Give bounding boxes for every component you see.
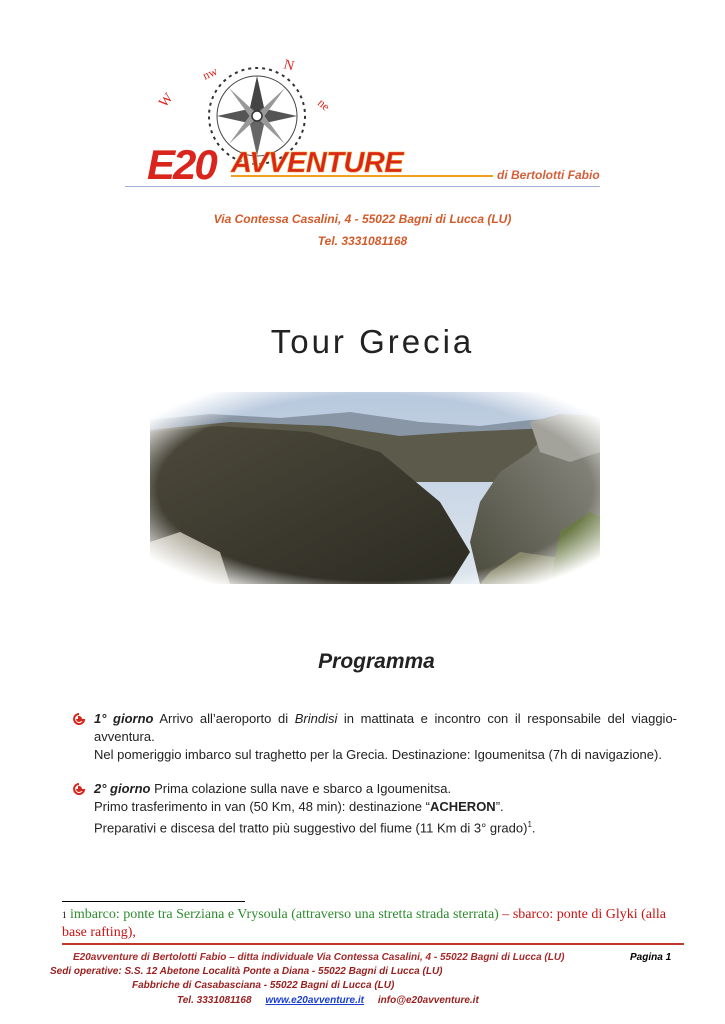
footer-divider <box>62 943 684 945</box>
compass-letter-w: W <box>156 90 177 111</box>
day-2-text-e: . <box>531 820 536 836</box>
compass-letter-ne: ne <box>315 95 333 114</box>
footer-email[interactable]: info@e20avventure.it <box>377 995 479 1006</box>
page-title: Tour Grecia <box>270 323 475 360</box>
day-1-text-b: in mattinata e incontro con il responsabile del viaggio-avventura. <box>94 711 677 744</box>
company-address: Via Contessa Casalini, 4 - 55022 Bagni di Lucca (LU) <box>213 212 512 226</box>
footer-site-2: Fabbriche di Casabasciana - 55022 Bagni di Lucca (LU) <box>132 980 395 991</box>
section-heading: Programma <box>318 650 435 673</box>
day-2-destination: ACHERON <box>429 799 496 814</box>
day-2-text-a: Prima colazione sulla nave e sbarco a Igoumenitsa. <box>150 781 452 796</box>
footnote-number: 1 <box>62 910 67 920</box>
footnote-disembark: – sbarco: ponte di Glyki (alla base rafting), <box>62 907 667 940</box>
bullet-icon <box>72 782 86 796</box>
day-2-label: 2° giorno <box>94 781 151 796</box>
day-1-label: 1° giorno <box>94 711 154 726</box>
day-2-line3 <box>94 816 677 837</box>
day-2-text-b: Primo trasferimento in van (50 Km, 48 min): destinazione “ <box>94 799 430 814</box>
day-1-line1 <box>94 710 677 746</box>
website-link[interactable]: www.e20avventure.it <box>265 995 364 1006</box>
footnote-divider <box>62 901 245 902</box>
canyon-photo <box>150 392 600 584</box>
footer-contacts <box>177 995 479 1006</box>
day-2-line2 <box>94 798 677 816</box>
footer-company: E20avventure di Bertolotti Fabio – ditta individuale Via Contessa Casalini, 4 - 55022 Bagni di Lucca (LU) <box>73 952 565 963</box>
compass-letter-nw: nw <box>200 63 220 83</box>
logo-e20: E20 <box>147 141 216 186</box>
day-2-line1 <box>94 780 677 798</box>
day-2-text-c: ”. <box>495 799 504 814</box>
footer-sites: Sedi operative: S.S. 12 Abetone Località Ponte a Diana - 55022 Bagni di Lucca (LU) <box>50 966 443 977</box>
compass-letter-n: N <box>281 57 296 75</box>
footnote <box>62 906 682 942</box>
logo-avventure: AVVENTURE <box>231 147 404 179</box>
day-1-line2: Nel pomeriggio imbarco sul traghetto per la Grecia. Destinazione: Igoumenitsa (7h di navigazione). <box>94 747 662 762</box>
day-1-place: Brindisi <box>294 711 338 726</box>
day-2-item <box>94 780 677 837</box>
footer-phone: Tel. 3331081168 <box>177 995 252 1006</box>
footnote-embark: imbarco: ponte tra Serziana e Vrysoula (attraverso una stretta strada sterrata) <box>66 907 499 922</box>
company-logo <box>145 46 505 186</box>
day-2-text-d: Preparativi e discesa del tratto più suggestivo del fiume (11 Km di 3° grado) <box>94 820 528 836</box>
day-1-text-a: Arrivo all’aeroporto di <box>153 711 295 726</box>
page-number: Pagina 1 <box>630 952 672 963</box>
footnote-ref[interactable]: 1 <box>527 820 532 829</box>
company-phone: Tel. 3331081168 <box>317 234 408 248</box>
header-divider <box>125 186 600 187</box>
byline: di Bertolotti Fabio <box>497 168 600 182</box>
bullet-icon <box>72 712 86 726</box>
day-1-item <box>94 710 677 764</box>
